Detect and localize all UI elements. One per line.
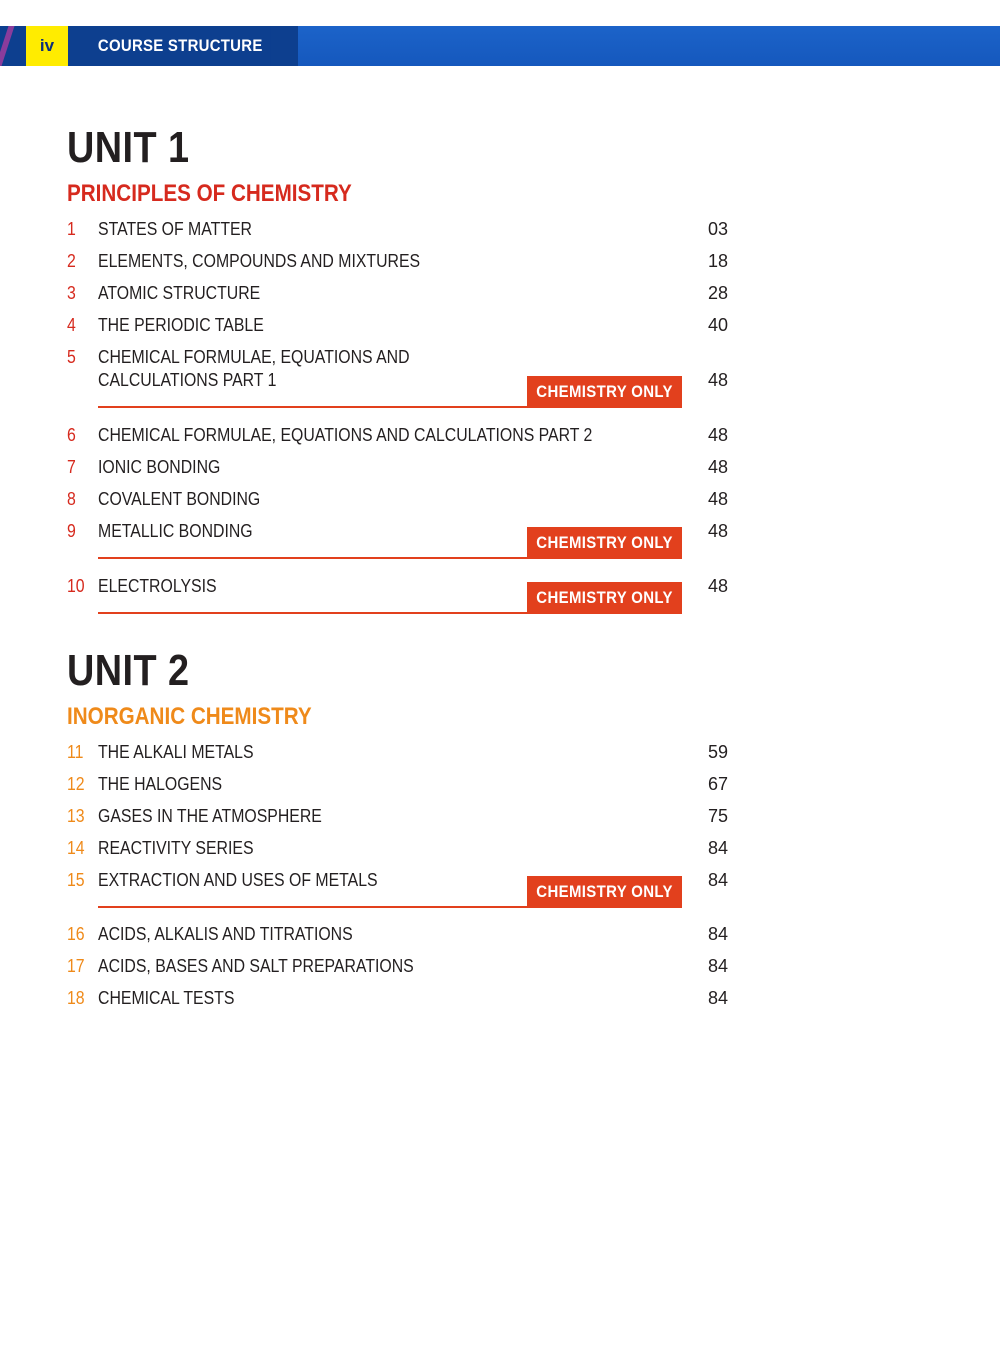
chapter-title: THE ALKALI METALS xyxy=(98,742,254,762)
chapter-title: ELEMENTS, COMPOUNDS AND MIXTURES xyxy=(98,251,421,271)
chapter-page: 84 xyxy=(707,924,728,944)
chapter-title: IONIC BONDING xyxy=(98,457,221,477)
badge-rule xyxy=(98,612,682,614)
chapter-title: THE HALOGENS xyxy=(98,774,223,794)
chapter-page: 28 xyxy=(707,283,728,303)
badge-rule xyxy=(98,906,682,908)
chapter-number: 10 xyxy=(67,576,85,596)
chapter-number: 14 xyxy=(67,838,85,858)
chapter-title: CHEMICAL FORMULAE, EQUATIONS AND CALCULATIONS PART 1 xyxy=(98,347,410,390)
chapter-title: CHEMICAL FORMULAE, EQUATIONS AND CALCULATIONS PART 2 xyxy=(98,425,593,445)
chapter-number: 5 xyxy=(67,347,76,367)
chemistry-only-badge: CHEMISTRY ONLY xyxy=(527,376,682,408)
page-number: iv xyxy=(26,26,68,66)
chapter-page: 48 xyxy=(707,457,728,477)
chapter-number: 1 xyxy=(67,219,76,239)
unit-subtitle: INORGANIC CHEMISTRY xyxy=(67,703,312,730)
section-title: COURSE STRUCTURE xyxy=(68,26,270,66)
chapter-page: 84 xyxy=(707,838,728,858)
chapter-number: 17 xyxy=(67,956,85,976)
chapter-page: 84 xyxy=(707,956,728,976)
unit-subtitle: PRINCIPLES OF CHEMISTRY xyxy=(67,180,352,207)
header-band xyxy=(298,26,1000,66)
chapter-number: 9 xyxy=(67,521,76,541)
chapter-number: 16 xyxy=(67,924,85,944)
chapter-number: 11 xyxy=(67,742,84,762)
chapter-page: 59 xyxy=(707,742,728,762)
chapter-title: COVALENT BONDING xyxy=(98,489,261,509)
chemistry-only-badge: CHEMISTRY ONLY xyxy=(527,582,682,614)
chapter-number: 2 xyxy=(67,251,76,271)
chapter-title: THE PERIODIC TABLE xyxy=(98,315,264,335)
header-edge xyxy=(0,26,26,66)
chapter-page: 84 xyxy=(707,988,728,1008)
chapter-number: 4 xyxy=(67,315,76,335)
chapter-page: 48 xyxy=(707,521,728,541)
chapter-page: 03 xyxy=(707,219,728,239)
badge-rule xyxy=(98,406,682,408)
chapter-page: 48 xyxy=(707,576,728,596)
chapter-title: ELECTROLYSIS xyxy=(98,576,217,596)
chapter-title: EXTRACTION AND USES OF METALS xyxy=(98,870,378,890)
chapter-page: 18 xyxy=(707,251,728,271)
chapter-title: GASES IN THE ATMOSPHERE xyxy=(98,806,322,826)
chapter-page: 75 xyxy=(707,806,728,826)
chemistry-only-badge: CHEMISTRY ONLY xyxy=(527,876,682,908)
chapter-number: 6 xyxy=(67,425,76,445)
chapter-title: METALLIC BONDING xyxy=(98,521,253,541)
chapter-page: 48 xyxy=(707,370,728,390)
chapter-title: ATOMIC STRUCTURE xyxy=(98,283,261,303)
unit-title: UNIT 2 xyxy=(67,646,190,695)
chemistry-only-badge: CHEMISTRY ONLY xyxy=(527,527,682,559)
chapter-page: 67 xyxy=(707,774,728,794)
chapter-page: 48 xyxy=(707,489,728,509)
chapter-number: 8 xyxy=(67,489,76,509)
chapter-number: 7 xyxy=(67,457,76,477)
unit-title: UNIT 1 xyxy=(67,123,190,172)
chapter-number: 18 xyxy=(67,988,85,1008)
badge-rule xyxy=(98,557,682,559)
chapter-number: 13 xyxy=(67,806,85,826)
chapter-title: ACIDS, BASES AND SALT PREPARATIONS xyxy=(98,956,414,976)
chapter-title: ACIDS, ALKALIS AND TITRATIONS xyxy=(98,924,353,944)
chapter-number: 15 xyxy=(67,870,85,890)
chapter-page: 84 xyxy=(707,870,728,890)
chapter-number: 12 xyxy=(67,774,85,794)
chapter-title: CHEMICAL TESTS xyxy=(98,988,235,1008)
chapter-page: 48 xyxy=(707,425,728,445)
chapter-title: STATES OF MATTER xyxy=(98,219,252,239)
chapter-number: 3 xyxy=(67,283,76,303)
page-header xyxy=(0,26,1000,66)
chapter-page: 40 xyxy=(707,315,728,335)
chapter-title: REACTIVITY SERIES xyxy=(98,838,254,858)
